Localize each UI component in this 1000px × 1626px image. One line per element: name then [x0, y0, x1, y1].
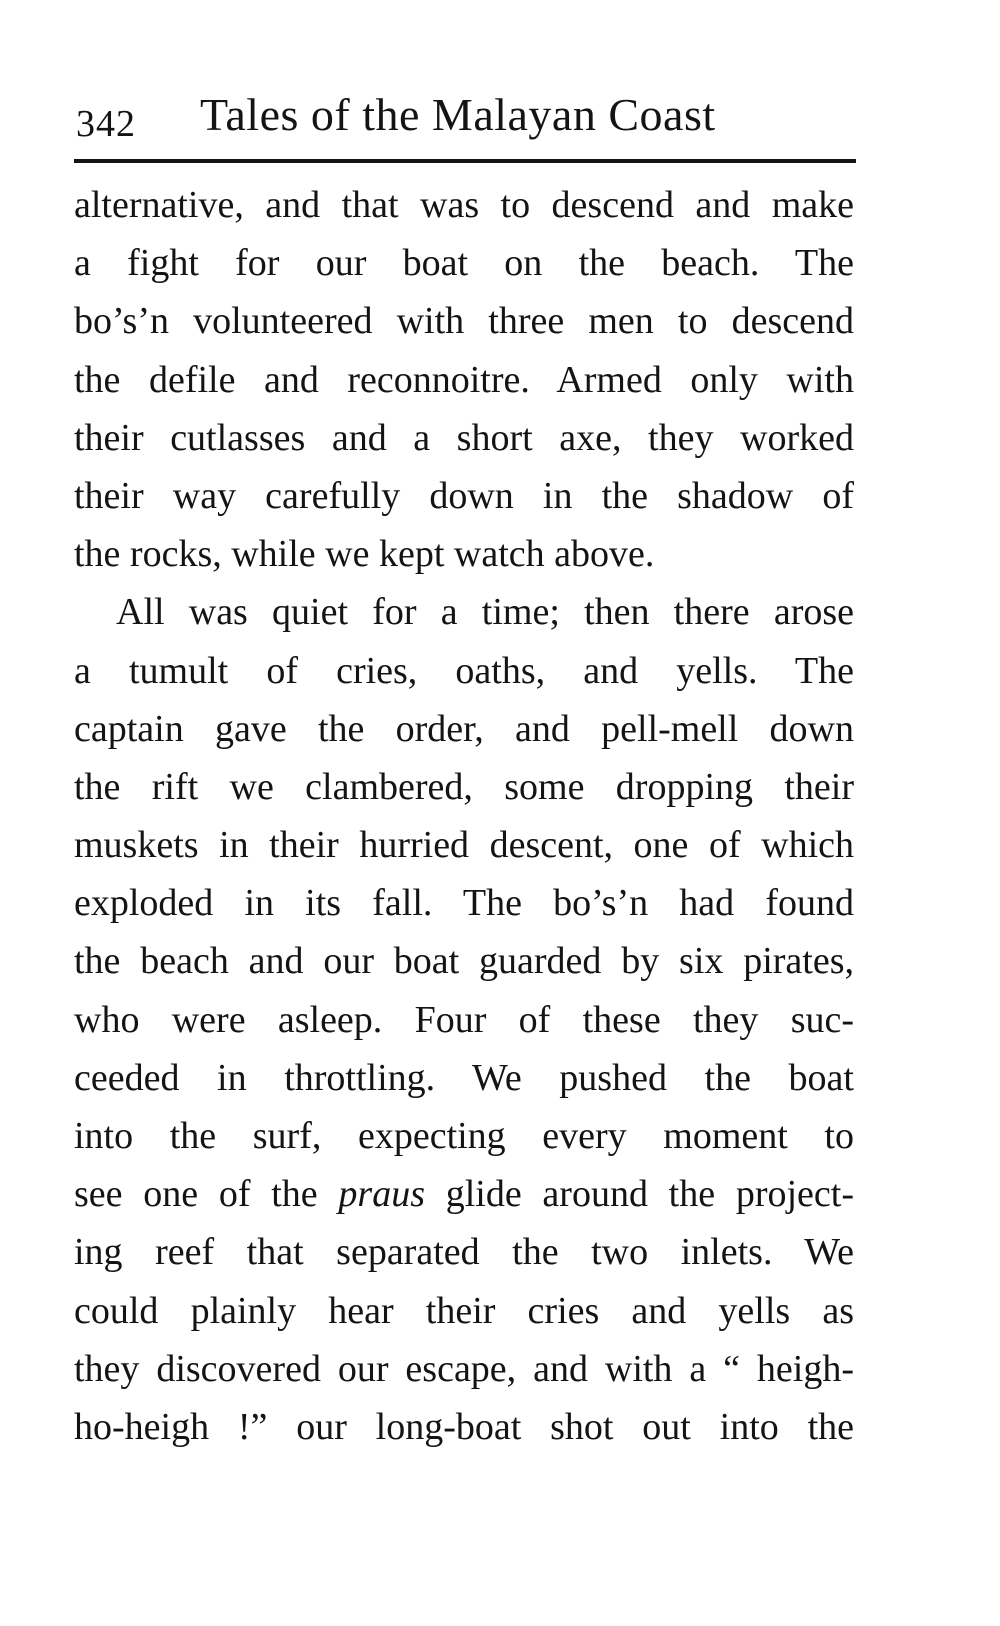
text-line: captain gave the order, and pell-mell down [74, 707, 854, 750]
text-line: the rocks, while we kept watch above. [74, 533, 655, 576]
text-line: All was quiet for a time; then there arose [116, 591, 854, 634]
text-line-with-italic [74, 1165, 854, 1223]
text-line: the rift we clambered, some dropping their [74, 765, 854, 808]
text-line: could plainly hear their cries and yells as [74, 1289, 854, 1332]
text-line: into the surf, expecting every moment to [74, 1115, 854, 1157]
text-line: muskets in their hurried descent, one of which [74, 824, 854, 867]
italic-word: praus [338, 1173, 425, 1216]
body-text [74, 176, 854, 1456]
text-line: bo’s’n volunteered with three men to descend [74, 300, 854, 343]
text-segment: glide around the project- [445, 1173, 854, 1216]
text-segment: see one of the [74, 1173, 318, 1216]
page-number: 342 [76, 103, 136, 145]
text-line: the defile and reconnoitre. Armed only with [74, 358, 854, 401]
text-line: their cutlasses and a short axe, they worked [74, 416, 854, 459]
running-title: Tales of the Malayan Coast [200, 89, 716, 140]
text-line: they discovered our escape, and with a “ heigh- [74, 1347, 854, 1390]
text-line: ceeded in throttling. We pushed the boat [74, 1056, 854, 1099]
text-line: a fight for our boat on the beach. The [74, 242, 854, 285]
text-line: alternative, and that was to descend and make [74, 184, 854, 226]
text-line: exploded in its fall. The bo’s’n had found [74, 882, 854, 925]
text-line: a tumult of cries, oaths, and yells. The [74, 649, 854, 692]
text-line: ing reef that separated the two inlets. We [74, 1231, 854, 1274]
text-line: their way carefully down in the shadow of [74, 474, 854, 517]
text-line: who were asleep. Four of these they suc- [74, 998, 854, 1041]
header-rule [74, 159, 856, 163]
text-line: ho-heigh !” our long-boat shot out into the [74, 1405, 854, 1448]
running-head [76, 88, 856, 158]
text-line: the beach and our boat guarded by six pirates, [74, 940, 854, 983]
